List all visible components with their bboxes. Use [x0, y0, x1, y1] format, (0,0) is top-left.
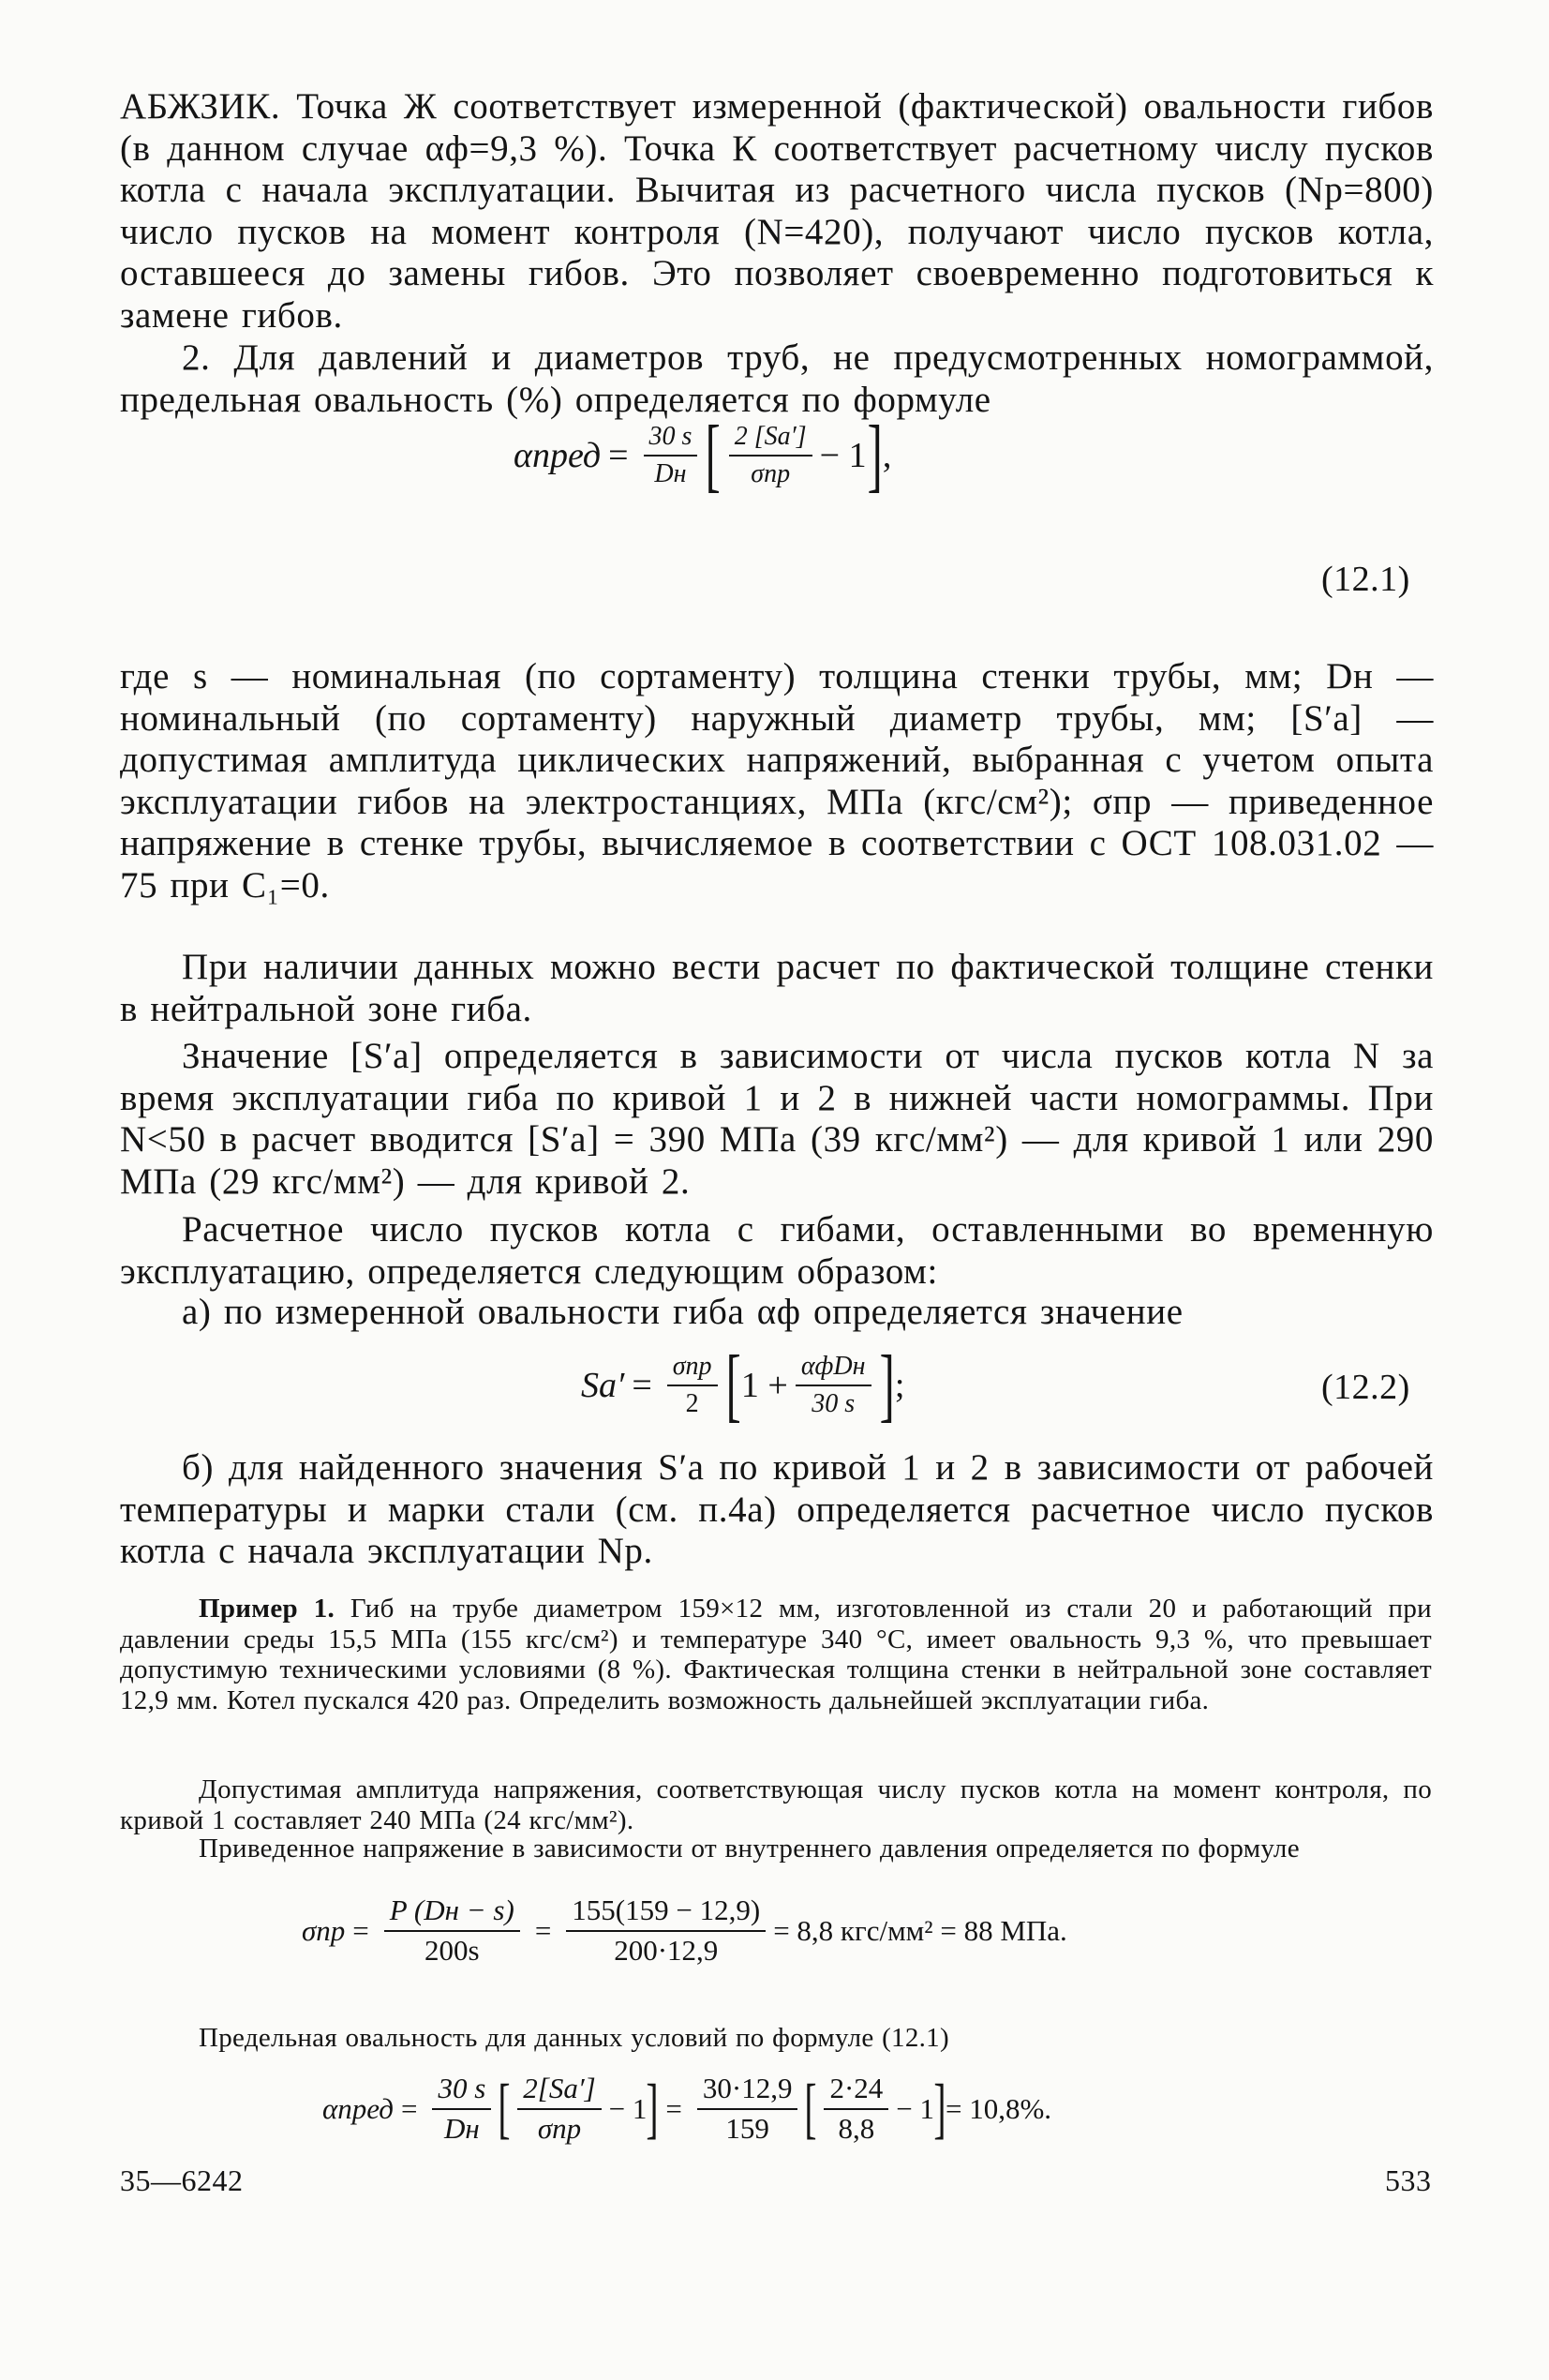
formula-limit-ovality-numeric: αпред = $\frac{30 s}{Dн}$ [ $\frac{2[Sa']}{\text{σпр}}$ − 1 ] = $\frac{30\cdot 12,9}{159}$ [ $\frac{2\cdot 24}{8,8}$ − 1 ] = 10,8%.: [322, 2071, 1052, 2147]
example-1-amplitude: Допустимая амплитуда напряжения, соответствующая числу пусков котла на момент контроля, по кривой 1 составляет 240 МПа (24 кгс/мм²).: [120, 1774, 1432, 1835]
paragraph-variables-definition: где s — номинальная (по сортаменту) толщина стенки трубы, мм; Dн — номинальный (по сортаменту) наружный диаметр трубы, мм; [S′a] — допустимая амплитуда циклических напряжений, выбранная с учетом опыта эксплуатации гибов на электростанциях, МПа (кгс/см²); σпр — приведенное напряжение в стенке трубы, вычисляемое в соответствии с ОСТ 108.031.02 — 75 при C₁=0.: [120, 656, 1434, 906]
fraction-alpha-dn-over-30s: $\frac{\text{αфDн}}{30 s}$: [796, 1353, 871, 1417]
example-1-limit-ovality: Предельная овальность для данных условий по формуле (12.1): [199, 2023, 949, 2053]
fraction-p-over-200s: $\frac{P (Dн - s)}{200s}$: [384, 1895, 520, 1966]
fraction-30x12-9-over-159: $\frac{30\cdot 12,9}{159}$: [697, 2073, 798, 2144]
paragraph-calculated-starts: Расчетное число пусков котла с гибами, оставленными во временную эксплуатацию, определяется следующим образом:: [120, 1209, 1434, 1292]
example-1-problem: [120, 1594, 1432, 1715]
formula-reduced-stress: σпр = $\frac{P (Dн - s)}{200s}$ = $\frac{155(159 - 12,9)}{200\cdot 12,9}$ = 8,8 кгс/мм² = 88 МПа.: [302, 1894, 1067, 1967]
example-text: Гиб на трубе диаметром 159×12 мм, изготовленной из стали 20 и работающий при давлении среды 15,5 МПа (155 кгс/см²) и температуре 340 °С, имеет овальность 9,3 %, что превышает допустимую техническими условиями (8 %). Фактическая толщина стенки в нейтральной зоне составляет 12,9 мм. Котел пускался 420 раз. Определить возможность дальнейшей эксплуатации гиба.: [120, 1594, 1432, 1715]
paragraph-nomogram-description: АБЖЗИК. Точка Ж соответствует измеренной (фактической) овальности гибов (в данном случае αф=9,3 %). Точка К соответствует расчетному числу пусков котла с начала эксплуатации. Вычитая из расчетного числа пусков (Nр=800) число пусков на момент контроля (N=420), получают число пусков котла, оставшееся до замены гибов. Это позволяет своевременно подготовиться к замене гибов.: [120, 86, 1434, 336]
fraction-30s-over-dn-2: $\frac{30 s}{Dн}$: [432, 2073, 491, 2144]
page-number: 533: [1385, 2163, 1432, 2197]
fraction-2sa-over-sigma: $\frac{2 [Sa']}{\text{σпр}}$: [729, 423, 812, 487]
fraction-2sa-over-sigma-2: $\frac{2[Sa']}{\text{σпр}}$: [517, 2073, 601, 2144]
formula-lhs: σпр: [302, 1913, 346, 1947]
equation-number-12-2: (12.2): [1321, 1368, 1410, 1407]
paragraph-step-a: а) по измеренной овальности гиба αф определяется значение: [182, 1292, 1184, 1332]
equation-number-12-1: (12.1): [1321, 560, 1410, 599]
formula-lhs: αпред: [514, 435, 602, 475]
paragraph-sa-value: Значение [S′a] определяется в зависимости от числа пусков котла N за время эксплуатации гиба по кривой 1 и 2 в нижней части номограммы. При N<50 в расчет вводится [S′a] = 390 МПа (39 кгс/мм²) — для кривой 1 или 290 МПа (29 кгс/мм²) — для кривой 2.: [120, 1036, 1434, 1202]
fraction-30s-over-dn: $\frac{30 s}{Dн}$: [644, 423, 698, 487]
example-1-reduced-stress: Приведенное напряжение в зависимости от внутреннего давления определяется по формуле: [199, 1834, 1300, 1864]
paragraph-step-b: б) для найденного значения S′a по кривой 1 и 2 в зависимости от рабочей температуры и марки стали (см. п.4а) определяется расчетное число пусков котла с начала эксплуатации Nр.: [120, 1447, 1434, 1571]
fraction-numeric-stress: $\frac{155(159 - 12,9)}{200\cdot 12,9}$: [566, 1895, 766, 1966]
formula-lhs: αпред: [322, 2091, 394, 2125]
formula-lhs: Sa′: [581, 1365, 625, 1405]
formula-12-1: αпред = $\frac{30 s}{Dн}$ [ $\frac{2 [Sa']}{\text{σпр}}$ − 1 ] ,: [514, 410, 892, 501]
paragraph-formula-intro: 2. Для давлений и диаметров труб, не предусмотренных номограммой, предельная овальность (%) определяется по формуле: [120, 337, 1434, 420]
paragraph-actual-thickness: При наличии данных можно вести расчет по фактической толщине стенки в нейтральной зоне гиба.: [120, 947, 1434, 1029]
example-label: Пример 1.: [199, 1594, 335, 1624]
printer-signature: 35—6242: [120, 2163, 244, 2197]
formula-12-2: Sa′ = $\frac{\text{σпр}}{2}$ [ 1 + $\frac{\text{αфDн}}{30 s}$ ] ;: [581, 1340, 905, 1430]
fraction-sigma-over-2: $\frac{\text{σпр}}{2}$: [667, 1353, 718, 1417]
fraction-2x24-over-8-8: $\frac{2\cdot 24}{8,8}$: [824, 2073, 888, 2144]
